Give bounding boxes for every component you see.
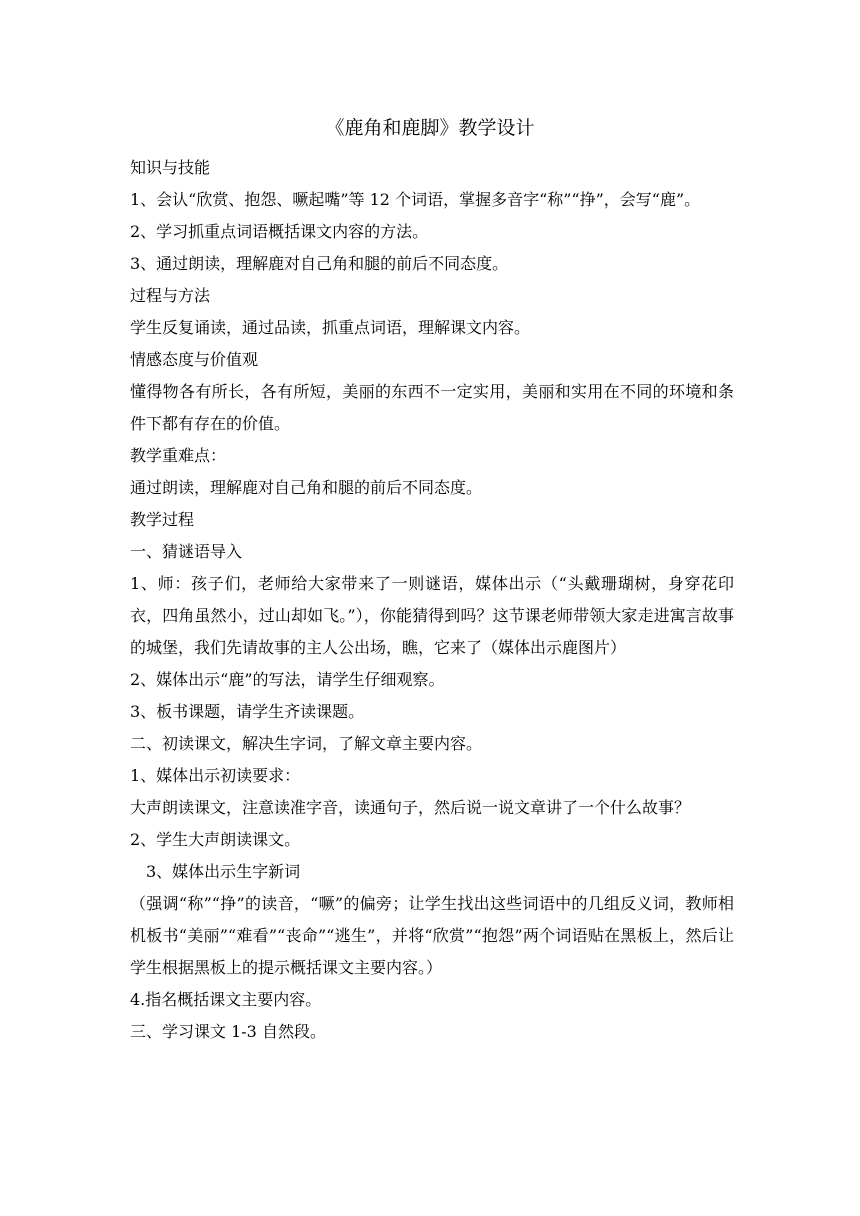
step-2-requirement: 大声朗读课文，注意读准字音，读通句子，然后说一说文章讲了一个什么故事？ <box>130 798 691 817</box>
objective-item-1: 1、会认“欣赏、抱怨、噘起嘴”等 12 个词语，掌握多音字“称”“挣”，会写“鹿”。 <box>130 190 701 209</box>
process-text: 学生反复诵读，通过品读，抓重点词语，理解课文内容。 <box>130 318 531 337</box>
step-1-item-1: 1、师：孩子们，老师给大家带来了一则谜语，媒体出示（“头戴珊瑚树，身穿花印衣，四角虽然小，过山却如飞。”），你能猜得到吗？这节课老师带领大家走进寓言故事的城堡，我们先请故事的主人公出场，瞧，它来了（媒体出示鹿图片） <box>130 574 734 657</box>
section-heading-key-points: 教学重难点： <box>130 446 227 465</box>
step-2-note: （强调“称”“挣”的读音，“噘”的偏旁；让学生找出这些词语中的几组反义词，教师相机板书“美丽”“难看”“丧命”“逃生”，并将“欣赏”“抱怨”两个词语贴在黑板上，然后让学生根据黑板上的提示概括课文主要内容。） <box>130 894 734 977</box>
objective-item-3: 3、通过朗读，理解鹿对自己角和腿的前后不同态度。 <box>130 254 509 273</box>
step-1-item-3: 3、板书课题，请学生齐读课题。 <box>130 702 365 721</box>
key-points-text: 通过朗读，理解鹿对自己角和腿的前后不同态度。 <box>130 478 483 497</box>
step-2-item-3: 3、媒体出示生字新词 <box>146 862 301 881</box>
document-title: 《鹿角和鹿脚》教学设计 <box>325 117 535 139</box>
objective-item-2: 2、学习抓重点词语概括课文内容的方法。 <box>130 222 429 241</box>
section-heading-teaching-process: 教学过程 <box>130 510 195 529</box>
step-2-item-2: 2、学生大声朗读课文。 <box>130 830 301 849</box>
step-heading-3: 三、学习课文 1-3 自然段。 <box>130 1022 326 1041</box>
section-heading-process: 过程与方法 <box>130 286 211 305</box>
step-2-item-1: 1、媒体出示初读要求： <box>130 766 301 785</box>
step-heading-2: 二、初读课文，解决生字词，了解文章主要内容。 <box>130 734 483 753</box>
document-body <box>130 152 734 1048</box>
step-2-item-4: 4.指名概括课文主要内容。 <box>130 990 322 1009</box>
step-1-item-2: 2、媒体出示“鹿”的写法，请学生仔细观察。 <box>130 670 445 689</box>
values-text: 懂得物各有所长，各有所短，美丽的东西不一定实用，美丽和实用在不同的环境和条件下都有存在的价值。 <box>130 382 734 433</box>
step-heading-1: 一、猜谜语导入 <box>130 542 243 561</box>
section-heading-values: 情感态度与价值观 <box>130 350 259 369</box>
section-heading-knowledge: 知识与技能 <box>130 158 211 177</box>
